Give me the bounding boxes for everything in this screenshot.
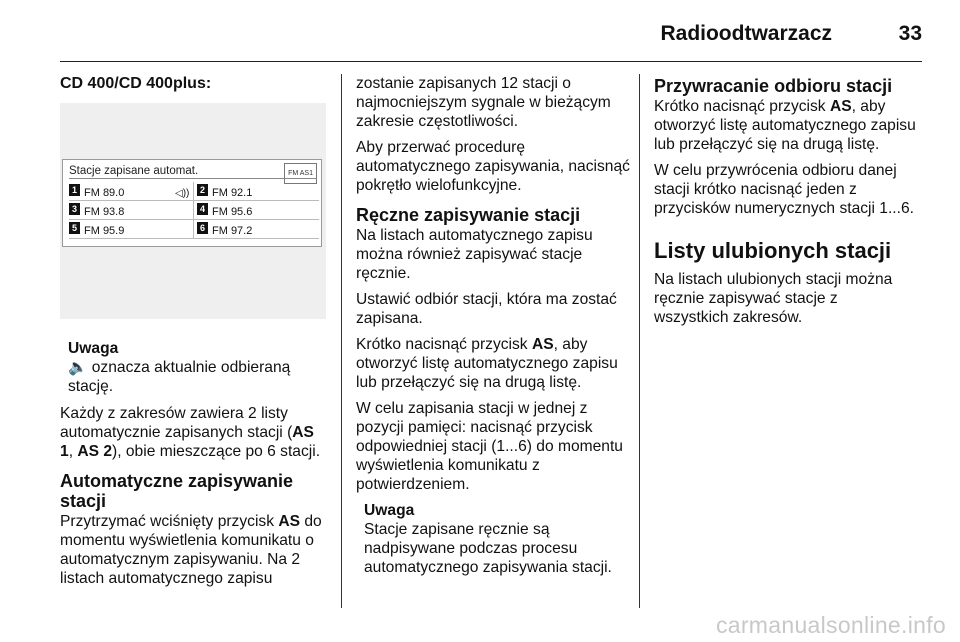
- paragraph: Aby przerwać procedurę automatycznego zapisywania, nacisnąć pokrętło wielofunkcyjne.: [356, 139, 630, 194]
- preset-freq: FM 93.8: [84, 206, 125, 218]
- speaker-icon: 🔈: [68, 359, 88, 376]
- grid-divider: [193, 201, 194, 220]
- preset-grid: [69, 182, 319, 239]
- paragraph: W celu zapisania stacji w jednej z pozycji pamięci: nacisnąć przycisk odpowiedniej stacji (1...6) do momentu wyświetlenia komunikatu z potwierdzeniem.: [356, 400, 623, 493]
- column-1: [60, 74, 326, 595]
- paragraph: Na listach ulubionych stacji można ręcznie zapisywać stacje z wszystkich zakresów.: [654, 271, 893, 326]
- note-text: 🔈 oznacza aktualnie odbieraną stację.: [68, 359, 291, 395]
- preset-freq: FM 95.9: [84, 225, 125, 237]
- grid-divider: [193, 182, 194, 201]
- page-number: 33: [898, 22, 922, 45]
- preset-right: [197, 222, 317, 241]
- band-badge: FM AS1: [284, 163, 317, 184]
- paragraph: Ustawić odbiór stacji, która ma zostać zapisana.: [356, 291, 617, 327]
- paragraph: Każdy z zakresów zawiera 2 listy automatycznie zapisanych stacji (AS 1, AS 2), obie mieszczące po 6 stacji.: [60, 405, 321, 460]
- preset-left: [69, 222, 194, 241]
- grid-divider: [193, 220, 194, 239]
- radio-screen: [62, 159, 322, 247]
- column-3: [654, 74, 916, 334]
- screen-title: Stacje zapisane automat.: [69, 165, 199, 177]
- preset-freq: FM 95.6: [212, 206, 253, 218]
- section-heading: Ręczne zapisywanie stacji: [356, 205, 581, 225]
- page-title: Radioodtwarzacz: [660, 22, 832, 45]
- preset-number: 6: [197, 222, 208, 234]
- column-divider: [341, 74, 342, 608]
- model-heading: CD 400/CD 400plus:: [60, 75, 212, 92]
- preset-freq: FM 97.2: [212, 225, 253, 237]
- paragraph: W celu przywrócenia odbioru danej stacji krótko nacisnąć jeden z przycisków numerycznych stacji 1...6.: [654, 162, 914, 217]
- preset-number: 2: [197, 184, 208, 196]
- paragraph: Krótko nacisnąć przycisk AS, aby otworzyć listę automatycznego zapisu lub przełączyć się na drugą listę.: [654, 98, 916, 153]
- paragraph: Krótko nacisnąć przycisk AS, aby otworzyć listę automatycznego zapisu lub przełączyć się na drugą listę.: [356, 336, 618, 391]
- note-block: [364, 501, 630, 577]
- preset-row: [69, 182, 319, 201]
- note-text: Stacje zapisane ręcznie są nadpisywane podczas procesu automatycznego zapisywania stacji.: [364, 521, 612, 576]
- note-title: Uwaga: [364, 502, 415, 519]
- page-header: [60, 14, 922, 62]
- preset-row: [69, 220, 319, 239]
- section-heading: Automatyczne zapisywanie stacji: [60, 471, 294, 511]
- preset-number: 5: [69, 222, 80, 234]
- preset-number: 1: [69, 184, 80, 196]
- column-divider: [639, 74, 640, 608]
- note-block: [68, 339, 326, 396]
- paragraph: Na listach automatycznego zapisu można również zapisywać stacje ręcznie.: [356, 227, 593, 282]
- preset-number: 4: [197, 203, 208, 215]
- paragraph: zostanie zapisanych 12 stacji o najmocniejszym sygnale w bieżącym zakresie częstotliwości.: [356, 75, 611, 130]
- preset-row: [69, 201, 319, 220]
- preset-freq: FM 92.1: [212, 187, 253, 199]
- screen-divider: [69, 178, 317, 179]
- note-title: Uwaga: [68, 340, 119, 357]
- paragraph: Przytrzymać wciśnięty przycisk AS do momentu wyświetlenia komunikatu o automatycznym zapisywaniu. Na 2 listach automatycznego zapisu: [60, 513, 322, 587]
- radio-display-figure: [60, 103, 326, 319]
- preset-number: 3: [69, 203, 80, 215]
- speaker-icon: ◁)): [175, 188, 190, 199]
- section-heading: Przywracanie odbioru stacji: [654, 76, 893, 96]
- column-2: [356, 74, 630, 585]
- chapter-heading: Listy ulubionych stacji: [654, 238, 892, 263]
- watermark: carmanualsonline.info: [715, 612, 946, 638]
- preset-freq: FM 89.0: [84, 187, 125, 199]
